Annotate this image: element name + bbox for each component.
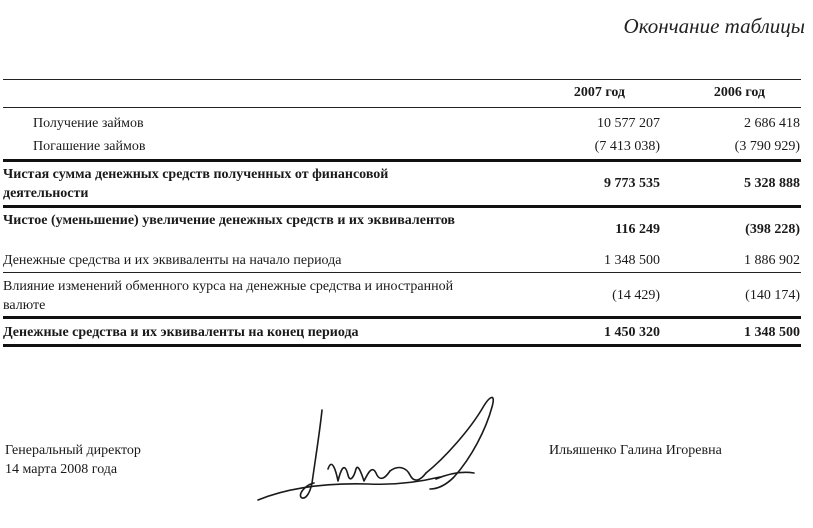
row-label: Получение займов bbox=[33, 116, 144, 131]
signature-stroke bbox=[300, 410, 322, 498]
header-bottom-rule bbox=[3, 107, 801, 108]
signatory-position: Генеральный директор bbox=[5, 443, 141, 458]
value-2007: 1 348 500 bbox=[604, 253, 660, 268]
value-2006: (140 174) bbox=[745, 288, 800, 303]
row-separator-rule bbox=[3, 272, 801, 273]
row-label: Чистое (уменьшение) увеличение денежных средств и их эквивалентов bbox=[3, 213, 455, 228]
value-2006: 5 328 888 bbox=[744, 176, 800, 191]
signature-date: 14 марта 2008 года bbox=[5, 462, 118, 477]
section-rule bbox=[3, 316, 801, 319]
section-rule bbox=[3, 205, 801, 208]
value-2006: 2 686 418 bbox=[744, 116, 800, 131]
handwritten-signature bbox=[250, 385, 520, 520]
value-2007: 10 577 207 bbox=[597, 116, 660, 131]
signatory-name: Ильяшенко Галина Игоревна bbox=[549, 443, 722, 458]
row-label: Чистая сумма денежных средств полученных от финансовой деятельности bbox=[3, 167, 389, 201]
table-bottom-rule bbox=[3, 344, 801, 347]
signature-stroke bbox=[328, 464, 390, 481]
value-2007: 9 773 535 bbox=[604, 176, 660, 191]
section-rule bbox=[3, 159, 801, 162]
value-2007: 1 450 320 bbox=[604, 325, 660, 340]
table-continuation-caption: Окончание таблицы bbox=[623, 14, 805, 38]
row-label: Денежные средства и их эквиваленты на конец периода bbox=[3, 325, 359, 340]
value-2006: (3 790 929) bbox=[734, 139, 800, 154]
value-2006: 1 886 902 bbox=[744, 253, 800, 268]
column-header-2007: 2007 год bbox=[573, 85, 625, 100]
value-2007: 116 249 bbox=[615, 222, 660, 237]
value-2006: 1 348 500 bbox=[744, 325, 800, 340]
column-header-2006: 2006 год bbox=[713, 85, 765, 100]
signature-stroke bbox=[426, 397, 493, 489]
table-top-rule bbox=[3, 79, 801, 80]
value-2007: (7 413 038) bbox=[594, 139, 660, 154]
signature-stroke bbox=[390, 468, 426, 481]
signature-stroke bbox=[258, 477, 440, 500]
value-2006: (398 228) bbox=[745, 222, 800, 237]
row-label: Влияние изменений обменного курса на денежные средства и иностранной валюте bbox=[3, 279, 454, 313]
row-label: Погашение займов bbox=[33, 139, 146, 154]
value-2007: (14 429) bbox=[612, 288, 660, 303]
row-label: Денежные средства и их эквиваленты на начало периода bbox=[3, 253, 342, 268]
